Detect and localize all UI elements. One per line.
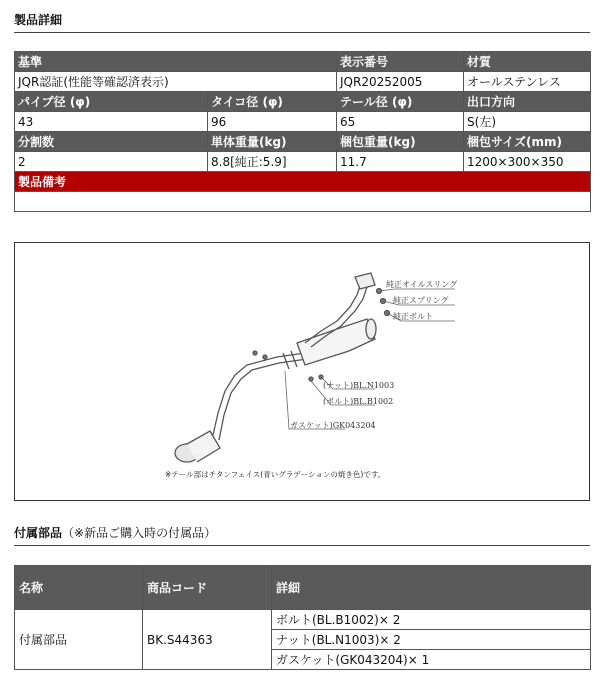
- main-silencer-icon: [297, 319, 375, 365]
- table-row: [15, 172, 591, 192]
- header-silencer-diameter: タイコ径 (φ): [208, 92, 337, 112]
- table-row: [15, 52, 591, 72]
- header-details: 詳細: [272, 566, 591, 610]
- table-row: [15, 132, 591, 152]
- accessory-code: BK.S44363: [143, 610, 272, 670]
- table-row: [15, 112, 591, 132]
- table-row: [15, 152, 591, 172]
- header-tail-diameter: テール径 (φ): [337, 92, 464, 112]
- value-unit-weight: 8.8[純正:5.9]: [208, 152, 337, 172]
- diagram-note: ※テール部はチタンフェイス(青いグラデーションの焼き色)です。: [165, 470, 386, 479]
- table-row: [15, 610, 591, 630]
- value-package-weight: 11.7: [337, 152, 464, 172]
- accessories-title-note: （※新品ご購入時の付属品）: [62, 526, 217, 540]
- table-row: [15, 192, 591, 212]
- header-package-weight: 梱包重量(kg): [337, 132, 464, 152]
- spec-table: [14, 51, 591, 212]
- value-exit-direction: S(左): [464, 112, 591, 132]
- header-name: 名称: [15, 566, 143, 610]
- section-divider: [14, 32, 590, 33]
- front-flange-icon: [355, 273, 375, 289]
- accessory-detail: ナット(BL.N1003)× 2: [272, 630, 591, 650]
- product-details-title: 製品詳細: [14, 13, 63, 27]
- remarks-header: 製品備考: [15, 172, 591, 192]
- label-spring: 純正スプリング: [393, 296, 449, 305]
- exhaust-diagram: [14, 242, 590, 501]
- exhaust-diagram-drawing: [15, 243, 591, 502]
- header-exit-direction: 出口方向: [464, 92, 591, 112]
- value-material: オールステンレス: [464, 72, 591, 92]
- label-nut: (ナット)BL.N1003: [323, 381, 395, 390]
- header-package-size: 梱包サイズ(mm): [464, 132, 591, 152]
- label-bolt: 純正ボルト: [393, 312, 433, 321]
- label-bolt2: (ボルト)BL.B1002: [323, 397, 394, 406]
- header-pipe-diameter: パイプ径 (φ): [15, 92, 208, 112]
- header-unit-weight: 単体重量(kg): [208, 132, 337, 152]
- accessory-detail: ボルト(BL.B1002)× 2: [272, 610, 591, 630]
- value-split-count: 2: [15, 152, 208, 172]
- value-tail-diameter: 65: [337, 112, 464, 132]
- remarks-value: [15, 192, 591, 212]
- accessories-title-main: 付属部品: [14, 526, 63, 540]
- header-standard: 基準: [15, 52, 337, 72]
- accessory-name: 付属部品: [15, 610, 143, 670]
- section-divider: [14, 545, 590, 546]
- table-row: [15, 92, 591, 112]
- value-standard: JQR認証(性能等確認済表示): [15, 72, 337, 92]
- accessories-table: [14, 565, 591, 670]
- table-row: [15, 566, 591, 610]
- accessories-title: [14, 524, 216, 541]
- header-split-count: 分割数: [15, 132, 208, 152]
- header-material: 材質: [464, 52, 591, 72]
- value-pipe-diameter: 43: [15, 112, 208, 132]
- value-silencer-diameter: 96: [208, 112, 337, 132]
- label-gasket: ガスケット)GK043204: [290, 421, 376, 430]
- value-display-number: JQR20252005: [337, 72, 464, 92]
- accessory-detail: ガスケット(GK043204)× 1: [272, 650, 591, 670]
- header-product-code: 商品コード: [143, 566, 272, 610]
- header-display-number: 表示番号: [337, 52, 464, 72]
- value-package-size: 1200×300×350: [464, 152, 591, 172]
- label-oil-ring: 純正オイルスリング: [386, 280, 458, 289]
- table-row: [15, 72, 591, 92]
